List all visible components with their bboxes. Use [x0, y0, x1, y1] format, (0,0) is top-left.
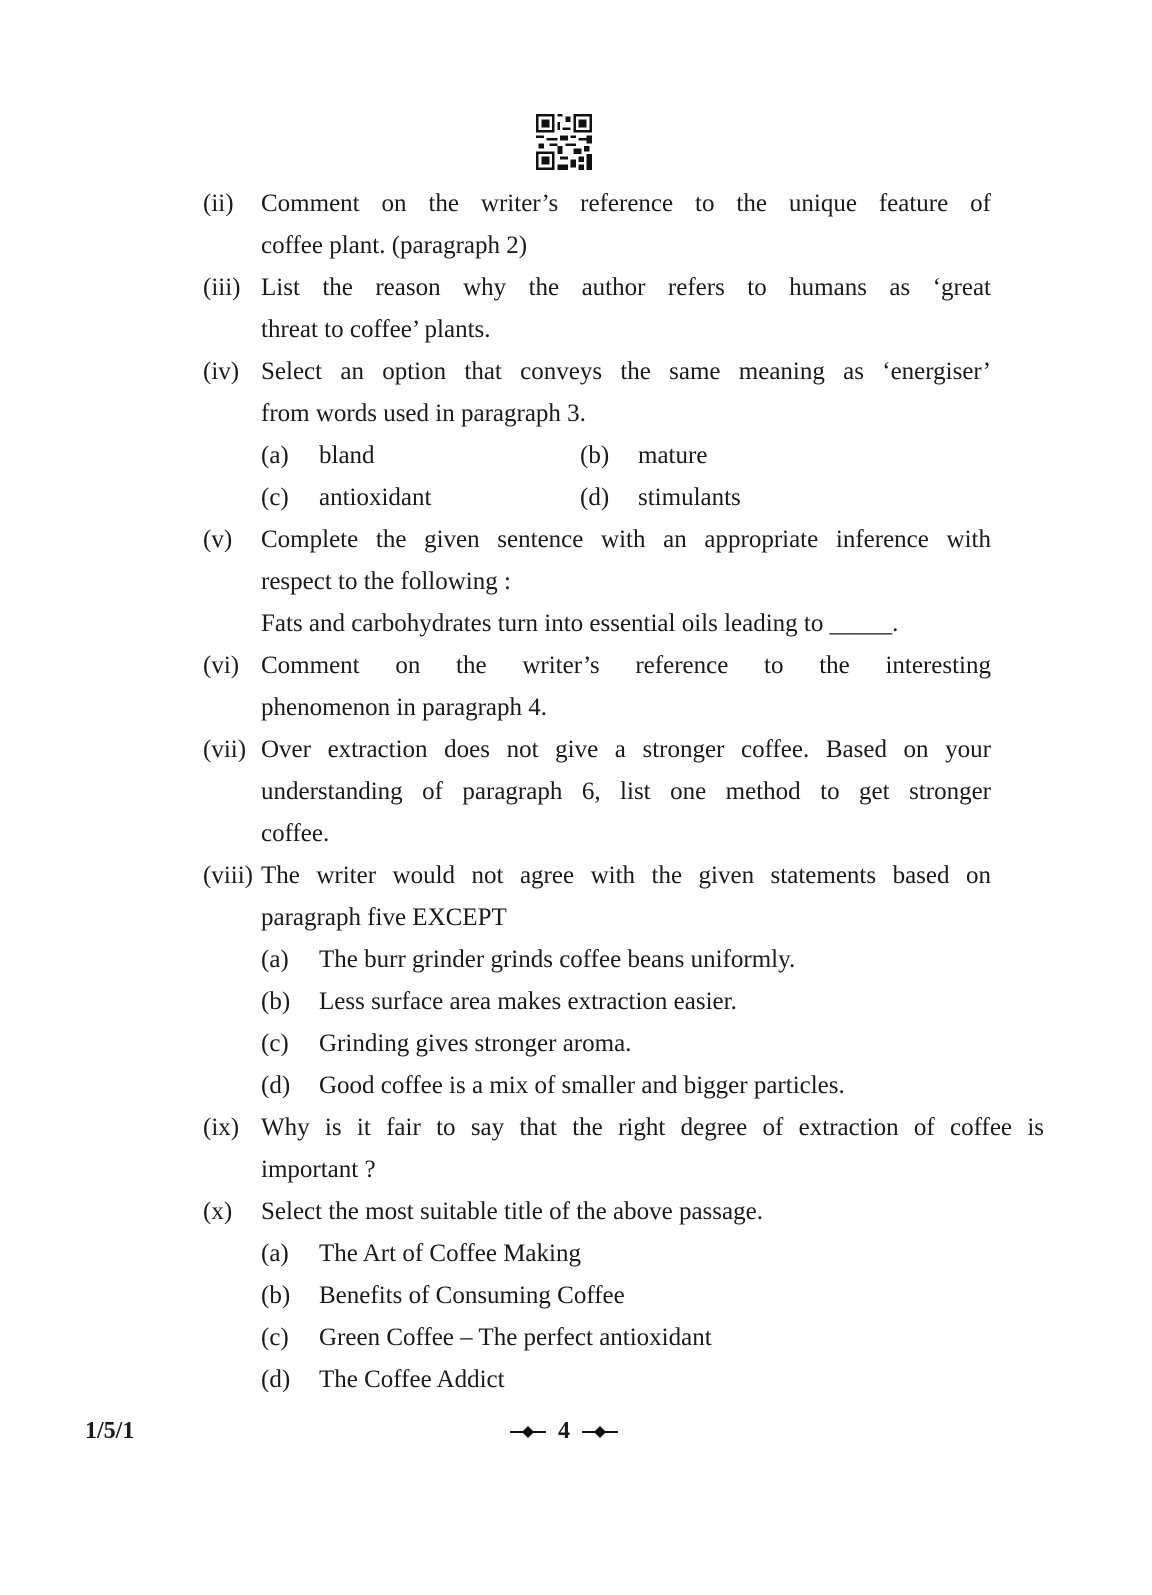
question-number: (ii) — [203, 190, 234, 217]
question-line — [203, 855, 1003, 897]
question-line — [203, 1191, 1003, 1233]
question-line — [203, 1149, 1003, 1191]
question-number: (vii) — [203, 736, 247, 763]
question-number: (iii) — [203, 274, 241, 301]
paper-code: 1/5/1 — [85, 1418, 135, 1444]
option-label: (d) — [261, 1366, 291, 1393]
question-line — [203, 645, 1003, 687]
option-text: Grinding gives stronger aroma. — [319, 1030, 632, 1057]
option-row — [203, 1359, 1003, 1401]
question-line — [203, 1107, 1044, 1149]
option-row — [203, 1023, 1003, 1065]
option-row — [203, 1065, 1003, 1107]
question-number: (ix) — [203, 1114, 240, 1141]
question-line — [203, 729, 1003, 771]
question-text: List the reason why the author refers to humans as ‘great — [261, 274, 991, 301]
question-text: Comment on the writer’s reference to the unique feature of — [261, 190, 991, 217]
question-line — [203, 267, 1003, 309]
question-text: The writer would not agree with the given statements based on — [261, 862, 991, 889]
question-text: Select the most suitable title of the above passage. — [261, 1198, 763, 1225]
option-text: antioxidant — [319, 484, 432, 511]
option-text: Less surface area makes extraction easier. — [319, 988, 737, 1015]
option-label: (b) — [580, 442, 610, 469]
option-label: (a) — [261, 946, 289, 973]
question-text: important ? — [261, 1156, 376, 1183]
question-text: Over extraction does not give a stronger coffee. Based on your — [261, 736, 991, 763]
option-label: (d) — [580, 484, 610, 511]
option-row — [203, 1233, 1003, 1275]
question-line — [203, 393, 1003, 435]
question-text: threat to coffee’ plants. — [261, 316, 491, 343]
question-line — [203, 519, 1003, 561]
question-line — [203, 897, 1003, 939]
question-number: (viii) — [203, 862, 253, 889]
question-line — [203, 561, 1003, 603]
question-number: (x) — [203, 1198, 233, 1225]
option-label: (b) — [261, 1282, 291, 1309]
question-line — [203, 687, 1003, 729]
question-text: Comment on the writer’s reference to the interesting — [261, 652, 991, 679]
question-text: coffee plant. (paragraph 2) — [261, 232, 528, 259]
option-text: Good coffee is a mix of smaller and bigger particles. — [319, 1072, 845, 1099]
option-label: (c) — [261, 484, 289, 511]
option-text: mature — [638, 442, 708, 469]
question-line — [203, 813, 1003, 855]
question-text: understanding of paragraph 6, list one method to get stronger — [261, 778, 991, 805]
option-text: The Coffee Addict — [319, 1366, 505, 1393]
option-row — [203, 939, 1003, 981]
option-text: stimulants — [638, 484, 741, 511]
question-text: paragraph five EXCEPT — [261, 904, 507, 931]
option-text: The Art of Coffee Making — [319, 1240, 581, 1267]
question-line — [203, 183, 1003, 225]
question-list — [203, 183, 1044, 1401]
option-label: (c) — [261, 1324, 289, 1351]
question-text: phenomenon in paragraph 4. — [261, 694, 548, 721]
option-label: (a) — [261, 442, 289, 469]
option-row — [203, 435, 1003, 477]
page-number: 4 — [558, 1418, 570, 1444]
option-row — [203, 981, 1003, 1023]
option-row — [203, 1317, 1003, 1359]
ornament-right-icon — [582, 1426, 618, 1438]
question-text: Why is it fair to say that the right degree of extraction of coffee is — [261, 1114, 1044, 1141]
question-line — [203, 225, 1003, 267]
option-text: Green Coffee – The perfect antioxidant — [319, 1324, 712, 1351]
option-row — [203, 1275, 1003, 1317]
qr-code — [536, 114, 592, 170]
question-text: from words used in paragraph 3. — [261, 400, 586, 427]
question-number: (v) — [203, 526, 233, 553]
question-number: (vi) — [203, 652, 240, 679]
question-number: (iv) — [203, 358, 240, 385]
question-text: respect to the following : — [261, 568, 511, 595]
question-text: Complete the given sentence with an appropriate inference with — [261, 526, 991, 553]
ornament-left-icon — [510, 1426, 546, 1438]
option-label: (d) — [261, 1072, 291, 1099]
option-text: The burr grinder grinds coffee beans uniformly. — [319, 946, 796, 973]
option-label: (a) — [261, 1240, 289, 1267]
question-line — [203, 309, 1003, 351]
option-row — [203, 477, 1003, 519]
option-label: (c) — [261, 1030, 289, 1057]
page-number-footer — [505, 1418, 623, 1445]
question-text: coffee. — [261, 820, 330, 847]
question-line — [203, 603, 1003, 645]
question-line — [203, 351, 1003, 393]
question-line — [203, 771, 1003, 813]
option-text: Benefits of Consuming Coffee — [319, 1282, 625, 1309]
question-text: Select an option that conveys the same meaning as ‘energiser’ — [261, 358, 991, 385]
option-text: bland — [319, 442, 375, 469]
question-text: Fats and carbohydrates turn into essential oils leading to _____. — [261, 610, 899, 637]
option-label: (b) — [261, 988, 291, 1015]
